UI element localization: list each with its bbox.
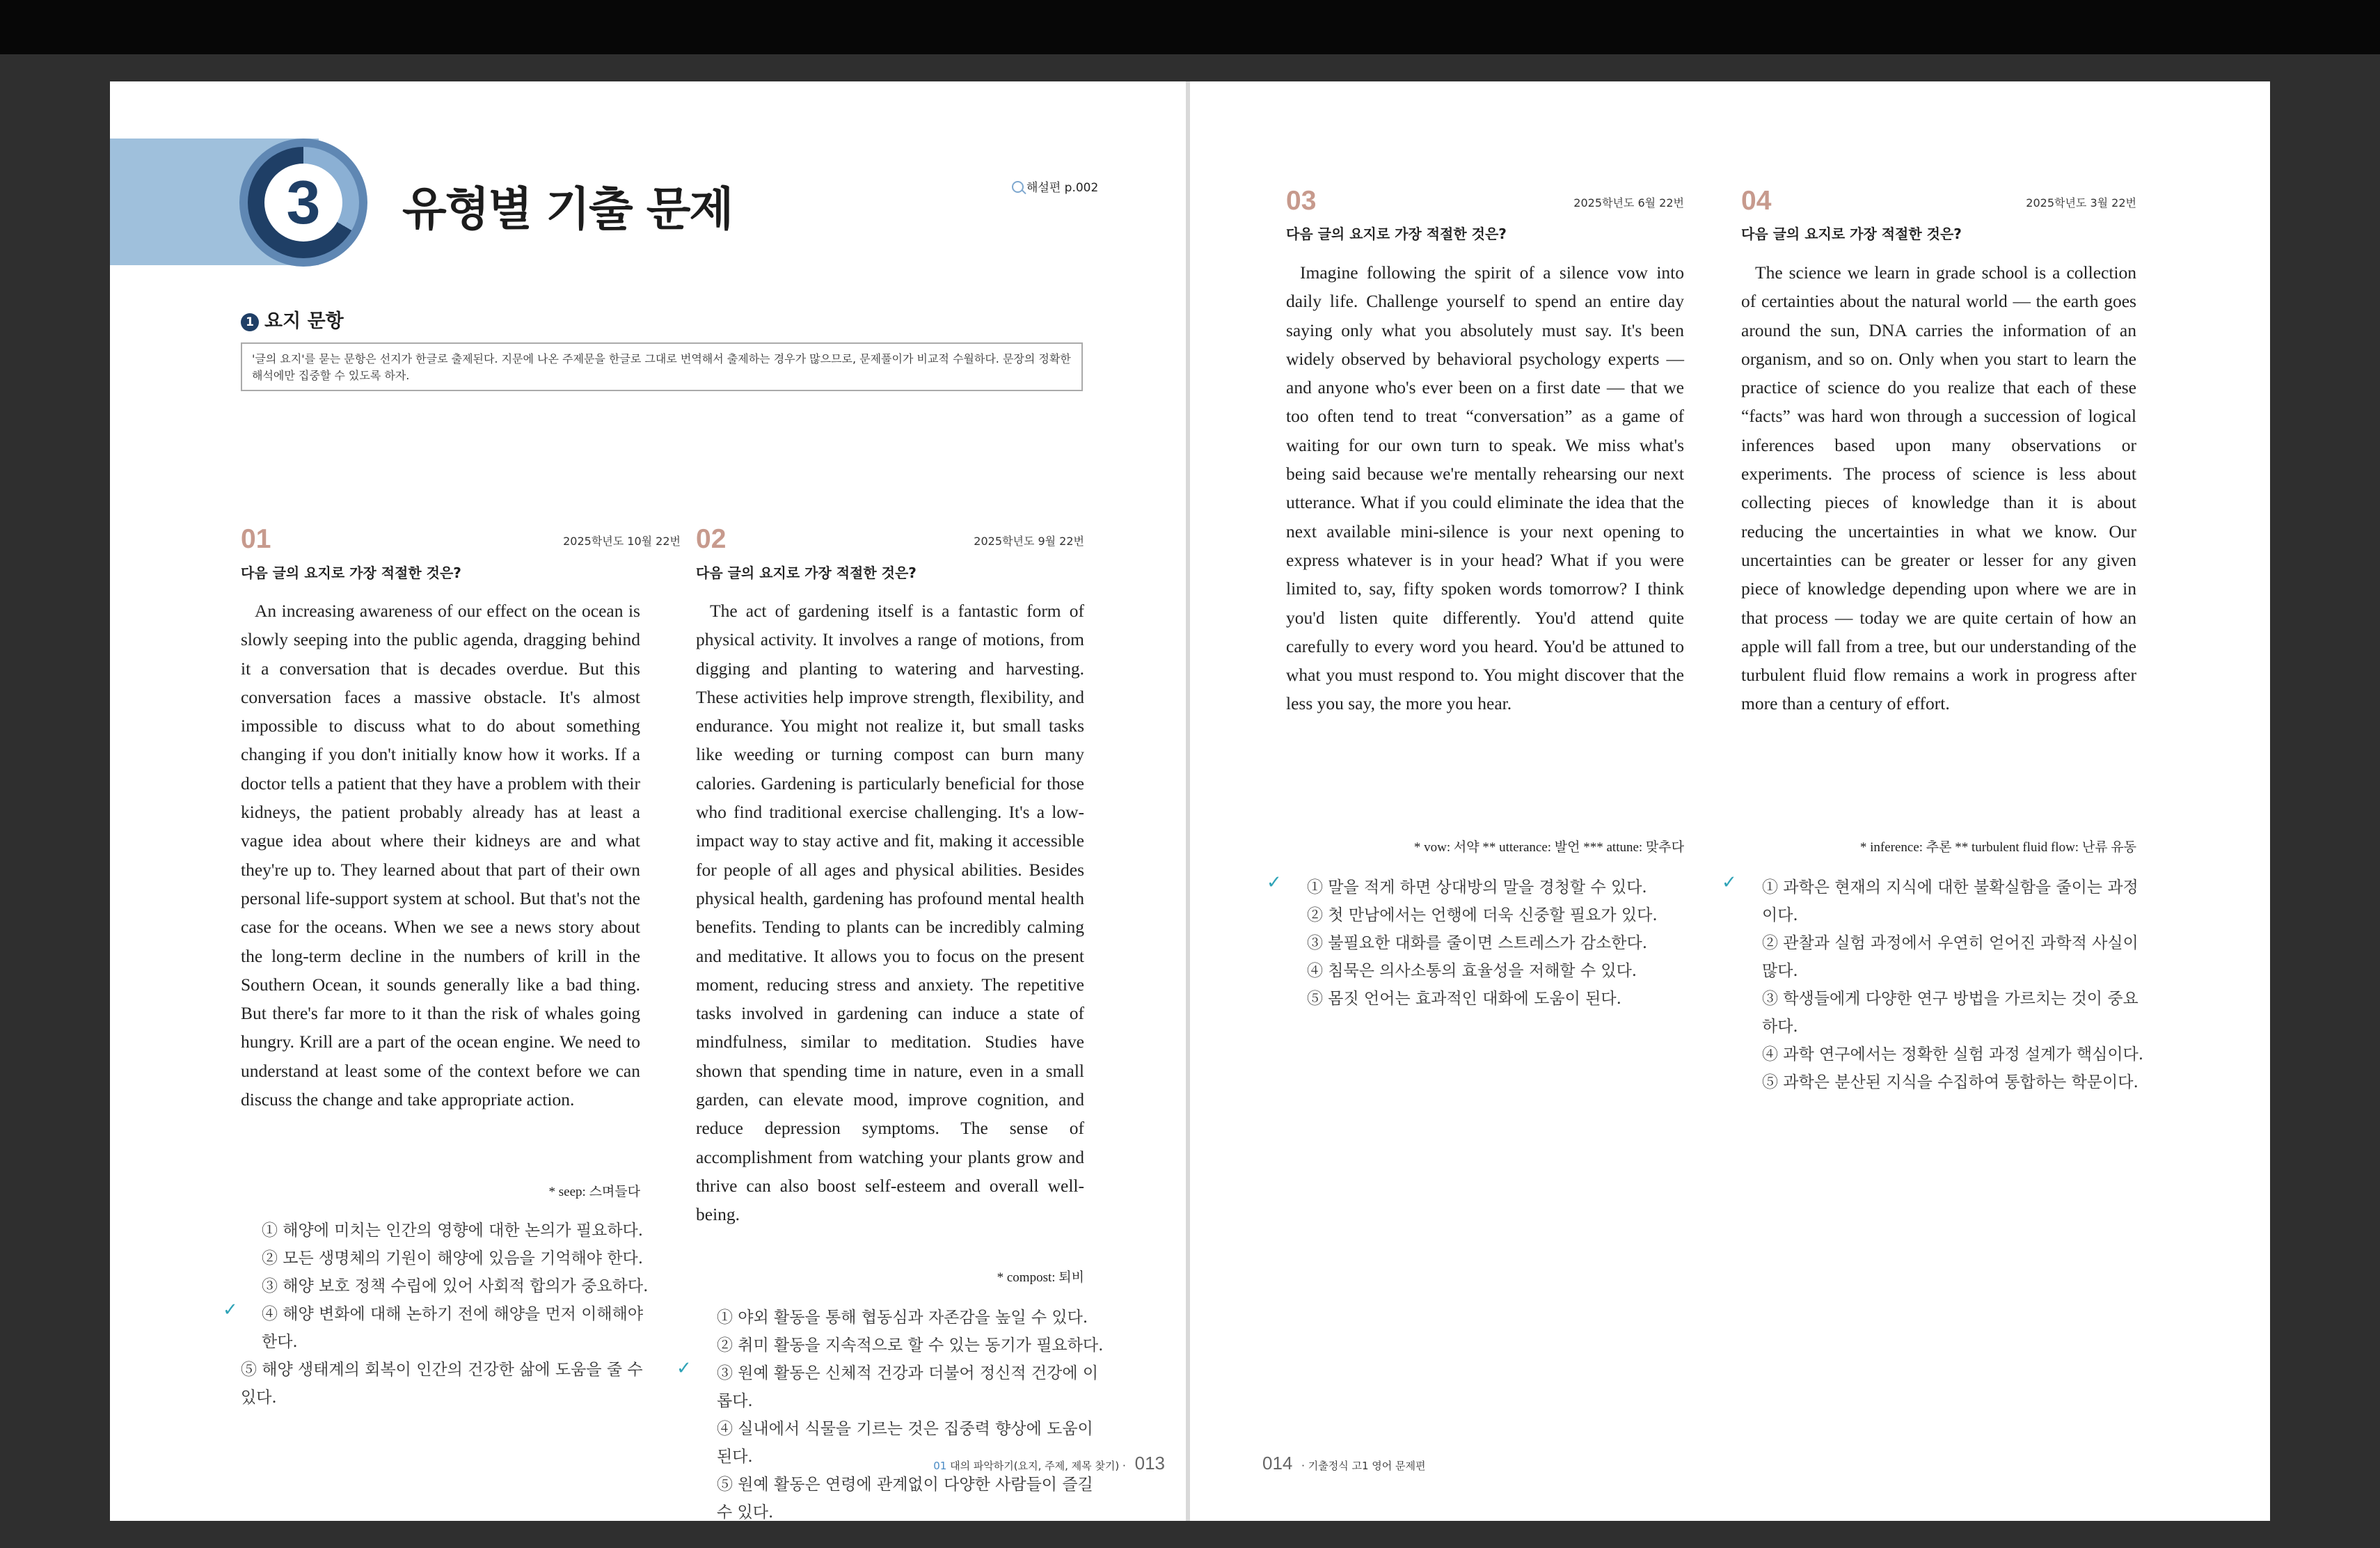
unit-number: 3 bbox=[264, 164, 342, 242]
choice-item[interactable]: ④ 실내에서 식물을 기르는 것은 집중력 향상에 도움이 된다. bbox=[717, 1420, 1093, 1466]
choice-item[interactable]: ③ 불필요한 대화를 줄이면 스트레스가 감소한다. bbox=[1307, 934, 1648, 952]
choice-item[interactable]: ① 말을 적게 하면 상대방의 말을 경청할 수 있다. bbox=[1307, 878, 1647, 897]
question-gloss: * vow: 서약 ** utterance: 발언 *** attune: 맞추다 bbox=[1413, 840, 1684, 855]
choice-list bbox=[696, 1304, 1113, 1521]
checkmark-icon: ✓ bbox=[223, 1300, 238, 1320]
section-note: '글의 요지'를 묻는 문항은 선지가 한글로 출제된다. 지문에 나온 주제문을 한글로 그대로 번역해서 출제하는 경우가 많으므로, 문제풀이가 비교적 수월하다. 문장의 정확한 해석에만 집중할 수 있도록 하자. bbox=[241, 342, 1083, 391]
checkmark-icon: ✓ bbox=[676, 1358, 692, 1379]
question-gloss: * compost: 퇴비 bbox=[997, 1270, 1084, 1285]
question-passage: The act of gardening itself is a fantastic form of physical activity. It involves a range of motions, from digging and planting to watering and harvesting. These activities help improve strength, flexibility, and endurance. You might not realize it, but small tasks like weeding or turning compost can burn many calories. Gardening is particularly beneficial for those who find traditional exercise challenging. It's a low-impact way to stay active and fit, making it accessible for people of all ages and physical abilities. Besides physical health, gardening has profound mental health benefits. Tending to plants can be incredibly calming and meditative. It allows you to focus on the present moment, reducing stress and anxiety. The repetitive tasks involved in gardening can induce a state of mindfulness, similar to meditation. Studies have shown that spending time in nature, even in a small garden, can elevate mood, improve cognition, and reduce depression symptoms. The sense of accomplishment from watching your plants grow and thrive can also boost self-esteem and overall well-being. bbox=[696, 601, 1084, 1225]
question-passage: The science we learn in grade school is a collection of certainties about the natural world — the earth goes around the sun, DNA carries the information of an organism, and so on. Only when you start to learn the practice of science do you realize that each of these “facts” was hard won through a succession of logical inferences based upon many observations or experiments. The process of science is less about collecting pieces of knowledge than it is about reducing the uncertainties in what we know. Our uncertainties can be greater or lesser for any given piece of knowledge depending upon where we are in that process — today we are quite certain of how an apple will fall from a tree, but our understanding of the turbulent fluid flow remains a work in progress after more than a century of effort. bbox=[1741, 262, 2136, 714]
question-source: 2025학년도 10월 22번 bbox=[563, 535, 681, 548]
checkmark-icon: ✓ bbox=[1267, 872, 1282, 893]
choice-item[interactable]: ③ 학생들에게 다양한 연구 방법을 가르치는 것이 중요하다. bbox=[1762, 990, 2139, 1036]
question-passage: An increasing awareness of our effect on the ocean is slowly seeping into the public agenda, dragging behind it a conversation that is decades overdue. But this conversation faces a massive obstacle. It's almost impossible to discuss what to do about something changing if you don't initially know how it works. If a doctor tells a patient that they have a problem with their kidneys, the patient probably already has at least a vague idea about where their kidneys are and what they're up to. They learned about that part of their own personal life-support system at school. But that's not the case for the oceans. When we see a news story about the long-term decline in the numbers of krill in the Southern Ocean, it sounds generally like a bad thing. But there's far more to it than the risk of whales going hungry. Krill are a part of the ocean engine. We need to understand at least some of the context before we can discuss the change and take appropriate action. bbox=[241, 601, 640, 1110]
left-page bbox=[110, 81, 1186, 1521]
question-gloss: * seep: 스며들다 bbox=[548, 1185, 640, 1199]
choice-item[interactable]: ② 관찰과 실험 과정에서 우연히 얻어진 과학적 사실이 많다. bbox=[1762, 934, 2139, 980]
choice-item[interactable]: ④ 침묵은 의사소통의 효율성을 저해할 수 있다. bbox=[1307, 962, 1637, 980]
choice-item[interactable]: ② 취미 활동을 지속적으로 할 수 있는 동기가 필요하다. bbox=[717, 1336, 1104, 1354]
question-number: 03 bbox=[1286, 186, 1317, 216]
question-gloss: * inference: 추론 ** turbulent fluid flow: 난류 유동 bbox=[1859, 840, 2136, 855]
answer-reference-label: 해설편 p.002 bbox=[1026, 181, 1099, 195]
choice-item[interactable]: ③ 원예 활동은 신체적 건강과 더불어 정신적 건강에 이롭다. bbox=[717, 1364, 1099, 1410]
choice-item[interactable]: ④ 해양 변화에 대해 논하기 전에 해양을 먼저 이해해야 한다. bbox=[262, 1305, 644, 1351]
choice-item[interactable]: ① 과학은 현재의 지식에 대한 불확실함을 줄이는 과정이다. bbox=[1762, 878, 2139, 924]
choice-item[interactable]: ② 첫 만남에서는 언행에 더욱 신중할 필요가 있다. bbox=[1307, 906, 1658, 924]
choice-list bbox=[1286, 874, 1690, 1013]
question-number: 01 bbox=[241, 524, 271, 554]
answer-reference[interactable] bbox=[1012, 177, 1098, 195]
question-source: 2025학년도 6월 22번 bbox=[1573, 196, 1684, 210]
choice-item[interactable]: ⑤ 과학은 분산된 지식을 수집하여 통합하는 학문이다. bbox=[1762, 1073, 2139, 1091]
question-number: 04 bbox=[1741, 186, 1772, 216]
question-passage: Imagine following the spirit of a silence vow into daily life. Challenge yourself to spend an entire day saying only what you absolutely must say. It's been widely observed by behavioral psychology experts — and anyone who's ever been on a first date — that we too often tend to treat “conversation” as a game of waiting for our own turn to speak. We miss what's being said because we're mentally rehearsing our next utterance. What if you could eliminate the idea that the next available mini-silence is your next opening to express whatever is in your head? What if you were limited to, say, fifty spoken words tomorrow? I think you'd listen quite differently. You'd attend quite carefully to every word you heard. You'd be attuned to what you must respond to. You might discover that the less you say, the more you hear. bbox=[1286, 262, 1684, 714]
section-title bbox=[241, 306, 344, 333]
question-source: 2025학년도 3월 22번 bbox=[2026, 196, 2136, 210]
page-footer bbox=[1262, 1453, 1425, 1474]
search-icon bbox=[1012, 181, 1024, 193]
page-footer bbox=[933, 1453, 1165, 1474]
footer-chapter-title: 대의 파악하기(요지, 주제, 제목 찾기) bbox=[950, 1460, 1120, 1472]
question-prompt: 다음 글의 요지로 가장 적절한 것은? bbox=[1741, 226, 1962, 242]
right-page bbox=[1190, 81, 2270, 1521]
section-number: 1 bbox=[241, 313, 259, 331]
choice-item[interactable]: ⑤ 몸짓 언어는 효과적인 대화에 도움이 된다. bbox=[1307, 990, 1621, 1008]
choice-list bbox=[241, 1217, 651, 1412]
choice-item[interactable]: ④ 과학 연구에서는 정확한 실험 과정 설계가 핵심이다. bbox=[1762, 1045, 2144, 1064]
question-prompt: 다음 글의 요지로 가장 적절한 것은? bbox=[696, 564, 917, 581]
unit-title: 유형별 기출 문제 bbox=[402, 182, 733, 236]
page-number: 013 bbox=[1134, 1453, 1165, 1474]
choice-item[interactable]: ③ 해양 보호 정책 수립에 있어 사회적 합의가 중요하다. bbox=[262, 1277, 649, 1295]
footer-book-title: 기출정식 고1 영어 문제편 bbox=[1308, 1460, 1426, 1472]
window-top-bar bbox=[0, 0, 2380, 54]
choice-list bbox=[1741, 874, 2152, 1096]
footer-separator: · bbox=[1301, 1460, 1305, 1472]
footer-chapter-number: 01 bbox=[933, 1460, 947, 1472]
choice-item[interactable]: ① 야외 활동을 통해 협동심과 자존감을 높일 수 있다. bbox=[717, 1309, 1088, 1327]
question-source: 2025학년도 9월 22번 bbox=[974, 535, 1084, 548]
choice-item[interactable]: ⑤ 해양 생태계의 회복이 인간의 건강한 삶에 도움을 줄 수 있다. bbox=[241, 1361, 643, 1407]
question-number: 02 bbox=[696, 524, 727, 554]
question-prompt: 다음 글의 요지로 가장 적절한 것은? bbox=[1286, 226, 1507, 242]
section-title-label: 요지 문항 bbox=[264, 310, 344, 332]
question-prompt: 다음 글의 요지로 가장 적절한 것은? bbox=[241, 564, 461, 581]
checkmark-icon: ✓ bbox=[1722, 872, 1737, 893]
choice-item[interactable]: ② 모든 생명체의 기원이 해양에 있음을 기억해야 한다. bbox=[262, 1249, 644, 1267]
page-number: 014 bbox=[1262, 1453, 1293, 1474]
footer-separator: · bbox=[1122, 1460, 1126, 1472]
choice-item[interactable]: ⑤ 원예 활동은 연령에 관계없이 다양한 사람들이 즐길 수 있다. bbox=[717, 1476, 1093, 1521]
choice-item[interactable]: ① 해양에 미치는 인간의 영향에 대한 논의가 필요하다. bbox=[262, 1222, 644, 1240]
